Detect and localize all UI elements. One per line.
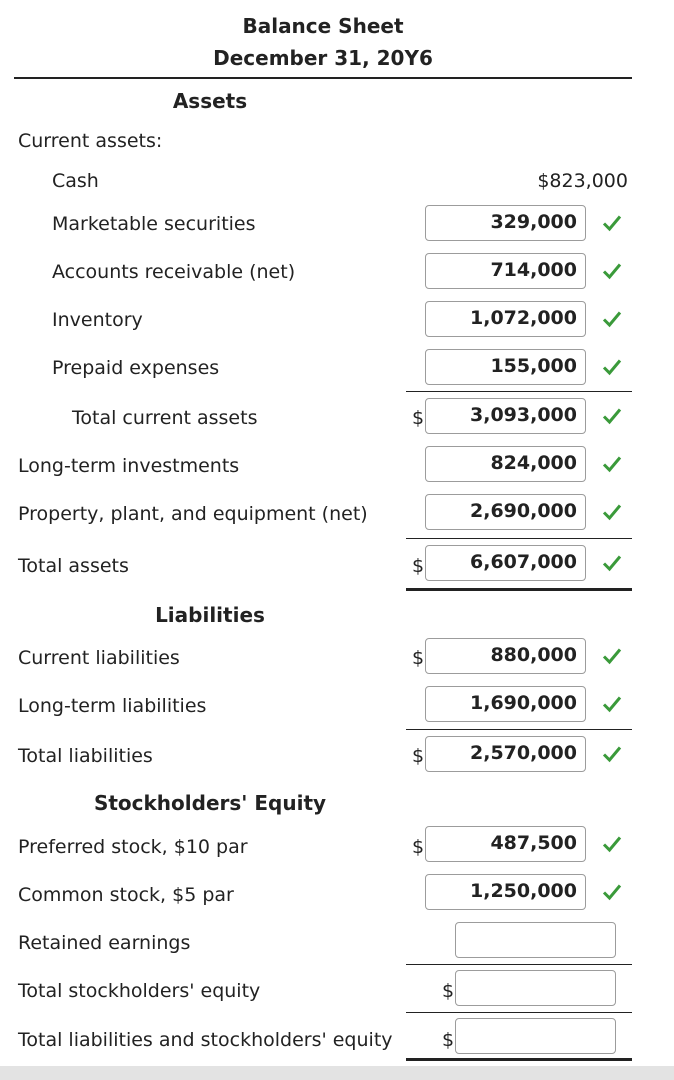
input-accounts-receivable[interactable]: 714,000 bbox=[425, 253, 586, 289]
subtotal-rule bbox=[406, 538, 632, 539]
checkmark-icon bbox=[601, 308, 623, 330]
statement-date: December 31, 20Y6 bbox=[213, 46, 433, 70]
input-common-stock[interactable]: 1,250,000 bbox=[425, 874, 586, 910]
section-liabilities: Liabilities bbox=[155, 603, 265, 627]
dollar-sign: $ bbox=[412, 647, 425, 669]
input-prepaid-expenses[interactable]: 155,000 bbox=[425, 349, 586, 385]
checkmark-icon bbox=[601, 645, 623, 667]
subtotal-rule bbox=[406, 391, 632, 392]
checkmark-icon bbox=[601, 833, 623, 855]
checkmark-icon bbox=[601, 881, 623, 903]
label-long-term-investments: Long-term investments bbox=[18, 455, 240, 477]
checkmark-icon bbox=[601, 693, 623, 715]
section-equity: Stockholders' Equity bbox=[93, 791, 327, 815]
dollar-sign: $ bbox=[412, 836, 425, 858]
label-total-current-assets: Total current assets bbox=[72, 407, 258, 429]
label-preferred-stock: Preferred stock, $10 par bbox=[18, 836, 248, 858]
input-marketable-securities[interactable]: 329,000 bbox=[425, 205, 586, 241]
checkmark-icon bbox=[601, 743, 623, 765]
dollar-sign: $ bbox=[442, 1029, 455, 1051]
label-total-liabilities: Total liabilities bbox=[18, 745, 153, 767]
label-total-equity: Total stockholders' equity bbox=[18, 980, 261, 1002]
checkmark-icon bbox=[601, 356, 623, 378]
label-inventory: Inventory bbox=[52, 309, 143, 331]
subtotal-rule bbox=[406, 1012, 632, 1013]
header-rule bbox=[14, 77, 632, 79]
label-marketable-securities: Marketable securities bbox=[52, 213, 256, 235]
label-common-stock: Common stock, $5 par bbox=[18, 884, 234, 906]
label-current-liabilities: Current liabilities bbox=[18, 647, 180, 669]
label-total-assets: Total assets bbox=[18, 555, 129, 577]
input-ppe[interactable]: 2,690,000 bbox=[425, 494, 586, 530]
checkmark-icon bbox=[601, 453, 623, 475]
total-double-rule bbox=[406, 1058, 632, 1061]
checkmark-icon bbox=[601, 552, 623, 574]
input-long-term-liabilities[interactable]: 1,690,000 bbox=[425, 686, 586, 722]
total-double-rule bbox=[406, 588, 632, 591]
checkmark-icon bbox=[601, 212, 623, 234]
section-assets: Assets bbox=[172, 89, 248, 113]
input-long-term-investments[interactable]: 824,000 bbox=[425, 446, 586, 482]
input-preferred-stock[interactable]: 487,500 bbox=[425, 826, 586, 862]
label-total-liabilities-and-equity: Total liabilities and stockholders' equity bbox=[18, 1029, 393, 1051]
input-retained-earnings[interactable] bbox=[455, 922, 616, 958]
checkmark-icon bbox=[601, 405, 623, 427]
label-long-term-liabilities: Long-term liabilities bbox=[18, 695, 207, 717]
input-total-equity[interactable] bbox=[455, 970, 616, 1006]
page-bottom-edge bbox=[0, 1066, 674, 1080]
label-cash: Cash bbox=[52, 170, 99, 192]
label-retained-earnings: Retained earnings bbox=[18, 932, 191, 954]
subtotal-rule bbox=[406, 964, 632, 965]
label-prepaid-expenses: Prepaid expenses bbox=[52, 357, 220, 379]
input-total-assets[interactable]: 6,607,000 bbox=[425, 545, 586, 581]
label-accounts-receivable: Accounts receivable (net) bbox=[52, 261, 296, 283]
label-ppe: Property, plant, and equipment (net) bbox=[18, 503, 368, 525]
input-total-liabilities-and-equity[interactable] bbox=[455, 1018, 616, 1054]
subtotal-rule bbox=[406, 729, 632, 730]
checkmark-icon bbox=[601, 501, 623, 523]
page-title: Balance Sheet bbox=[242, 14, 404, 38]
dollar-sign: $ bbox=[412, 745, 425, 767]
input-current-liabilities[interactable]: 880,000 bbox=[425, 638, 586, 674]
input-total-liabilities[interactable]: 2,570,000 bbox=[425, 736, 586, 772]
input-total-current-assets[interactable]: 3,093,000 bbox=[425, 398, 586, 434]
dollar-sign: $ bbox=[412, 407, 425, 429]
value-cash: $823,000 bbox=[537, 170, 628, 192]
label-current-assets: Current assets: bbox=[18, 130, 163, 152]
dollar-sign: $ bbox=[442, 980, 455, 1002]
checkmark-icon bbox=[601, 260, 623, 282]
input-inventory[interactable]: 1,072,000 bbox=[425, 301, 586, 337]
dollar-sign: $ bbox=[412, 555, 425, 577]
